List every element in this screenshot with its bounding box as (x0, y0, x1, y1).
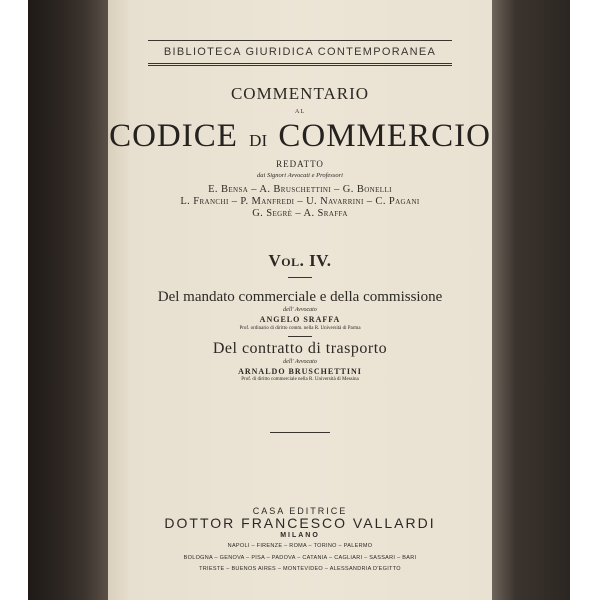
publisher-name: DOTTOR FRANCESCO VALLARDI (164, 515, 436, 531)
publisher-city: MILANO (280, 532, 320, 539)
title-al: AL (295, 109, 305, 115)
authors-line-2: L. Franchi – P. Manfredi – U. Navarrini – C. Pagani (180, 196, 420, 207)
work1-note: Prof. ordinario di diritto comm. nella R. Università di Parma (239, 326, 361, 331)
volume-label: Vol. IV. (268, 251, 332, 270)
work2-author: ARNALDO BRUSCHETTINI (238, 367, 362, 376)
title-di: DI (249, 131, 268, 150)
work1-title: Del mandato commerciale e della commissione (157, 289, 443, 305)
authors-intro: dai Signori Avvocati e Professori (257, 172, 343, 179)
authors-line-3: G. Segrè – A. Sraffa (252, 208, 348, 219)
title-commentario: COMMENTARIO (230, 84, 370, 103)
volume-rule (288, 277, 312, 278)
title-codice: CODICE (109, 118, 238, 154)
title-commercio: COMMERCIO (278, 118, 491, 154)
authors-line-1: E. Bensa – A. Bruschettini – G. Bonelli (208, 184, 392, 195)
center-rule (270, 432, 330, 433)
book-page-edge-right (492, 0, 570, 600)
series-rule-bottom (148, 63, 452, 64)
work2-note: Prof. di diritto commerciale nella R. Università di Messina (241, 377, 359, 382)
publisher-casa-editrice: CASA EDITRICE (252, 506, 348, 516)
publisher-cities-2: BOLOGNA – GENOVA – PISA – PADOVA – CATANIA – CAGLIARI – SASSARI – BARI (183, 555, 417, 561)
work2-title: Del contratto di trasporto (212, 340, 388, 357)
publisher-cities-3: TRIESTE – BUENOS AIRES – MONTEVIDEO – ALESSANDRIA D'EGITTO (199, 566, 401, 572)
publisher-cities-1: NAPOLI – FIRENZE – ROMA – TORINO – PALERMO (227, 543, 373, 549)
work1-dell: dell' Avvocato (283, 307, 317, 313)
series-title: BIBLIOTECA GIURIDICA CONTEMPORANEA (163, 46, 437, 58)
title-codice-di-commercio (108, 118, 492, 155)
title-page (108, 0, 492, 600)
work-divider (288, 336, 312, 337)
work1-author: ANGELO SRAFFA (259, 315, 341, 324)
series-rule-top (148, 40, 452, 41)
work2-dell: dell' Avvocato (283, 359, 317, 365)
book-binding-left (28, 0, 108, 600)
series-rule-bottom-2 (148, 65, 452, 66)
redatto-label: REDATTO (276, 159, 324, 169)
